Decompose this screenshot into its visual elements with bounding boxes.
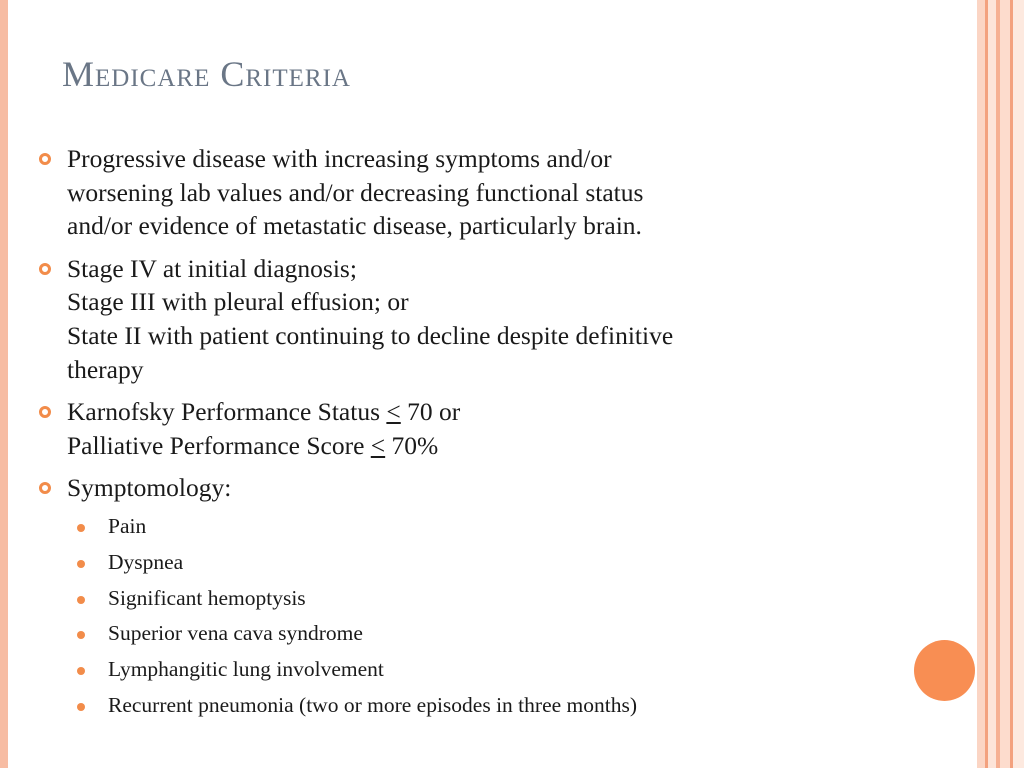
sub-bullet-item <box>67 688 956 724</box>
sub-bullet-text: Lymphangitic lung involvement <box>108 657 384 682</box>
palliative-text: Palliative Performance Score <box>67 430 371 460</box>
bullet-symptomology <box>36 471 956 723</box>
less-equal-symbol: < <box>370 430 386 460</box>
sub-bullet-item <box>67 581 956 617</box>
bullet-progressive-disease <box>36 142 956 243</box>
sub-bullet-item <box>67 545 956 581</box>
sub-bullet-dot-icon <box>77 667 85 675</box>
sub-bullet-item <box>67 652 956 688</box>
bullet-ring-icon <box>39 263 51 275</box>
sub-bullet-item <box>67 616 956 652</box>
bullet-performance-status <box>36 395 956 462</box>
orange-circle-decoration <box>914 640 975 701</box>
bullet-text-line: Symptomology: <box>67 473 232 503</box>
bullet-stage <box>36 252 956 386</box>
sub-bullet-text: Superior vena cava syndrome <box>108 621 363 646</box>
sub-bullet-dot-icon <box>77 596 85 604</box>
karnofsky-value: 70 or <box>400 397 461 427</box>
right-stripe-decoration <box>1000 0 1010 768</box>
bullet-text-line: Stage IV at initial diagnosis; <box>67 253 357 283</box>
sub-bullet-dot-icon <box>77 631 85 639</box>
bullet-ring-icon <box>39 482 51 494</box>
symptom-sublist <box>67 509 956 724</box>
sub-bullet-dot-icon <box>77 524 85 532</box>
bullet-ring-icon <box>39 406 51 418</box>
bullet-text-line: State II with patient continuing to decline despite definitive <box>67 320 674 350</box>
bullet-text-line: and/or evidence of metastatic disease, particularly brain. <box>67 211 642 241</box>
less-equal-symbol: < <box>386 397 401 427</box>
sub-bullet-text: Significant hemoptysis <box>108 585 306 610</box>
bullet-text-line: Progressive disease with increasing symptoms and/or <box>67 144 612 173</box>
right-stripe-decoration <box>1013 0 1024 768</box>
karnofsky-line <box>67 395 956 429</box>
slide-title: Medicare Criteria <box>62 54 351 94</box>
palliative-value: 70% <box>385 430 439 460</box>
bullet-text-line: worsening lab values and/or decreasing functional status <box>67 177 644 207</box>
sub-bullet-text: Dyspnea <box>108 549 184 574</box>
bullet-ring-icon <box>39 153 51 165</box>
sub-bullet-dot-icon <box>77 703 85 711</box>
sub-bullet-text: Recurrent pneumonia (two or more episodes in three months) <box>108 692 637 717</box>
bullet-list <box>36 142 956 733</box>
right-stripe-decoration <box>977 0 985 768</box>
sub-bullet-item <box>67 509 956 545</box>
left-border-decoration <box>0 0 8 768</box>
karnofsky-text: Karnofsky Performance Status <box>67 397 387 427</box>
palliative-line <box>67 429 956 463</box>
bullet-text-line: Stage III with pleural effusion; or <box>67 287 409 317</box>
sub-bullet-dot-icon <box>77 560 85 568</box>
right-stripe-decoration <box>988 0 996 768</box>
sub-bullet-text: Pain <box>108 513 147 538</box>
bullet-text-line: therapy <box>67 354 144 384</box>
